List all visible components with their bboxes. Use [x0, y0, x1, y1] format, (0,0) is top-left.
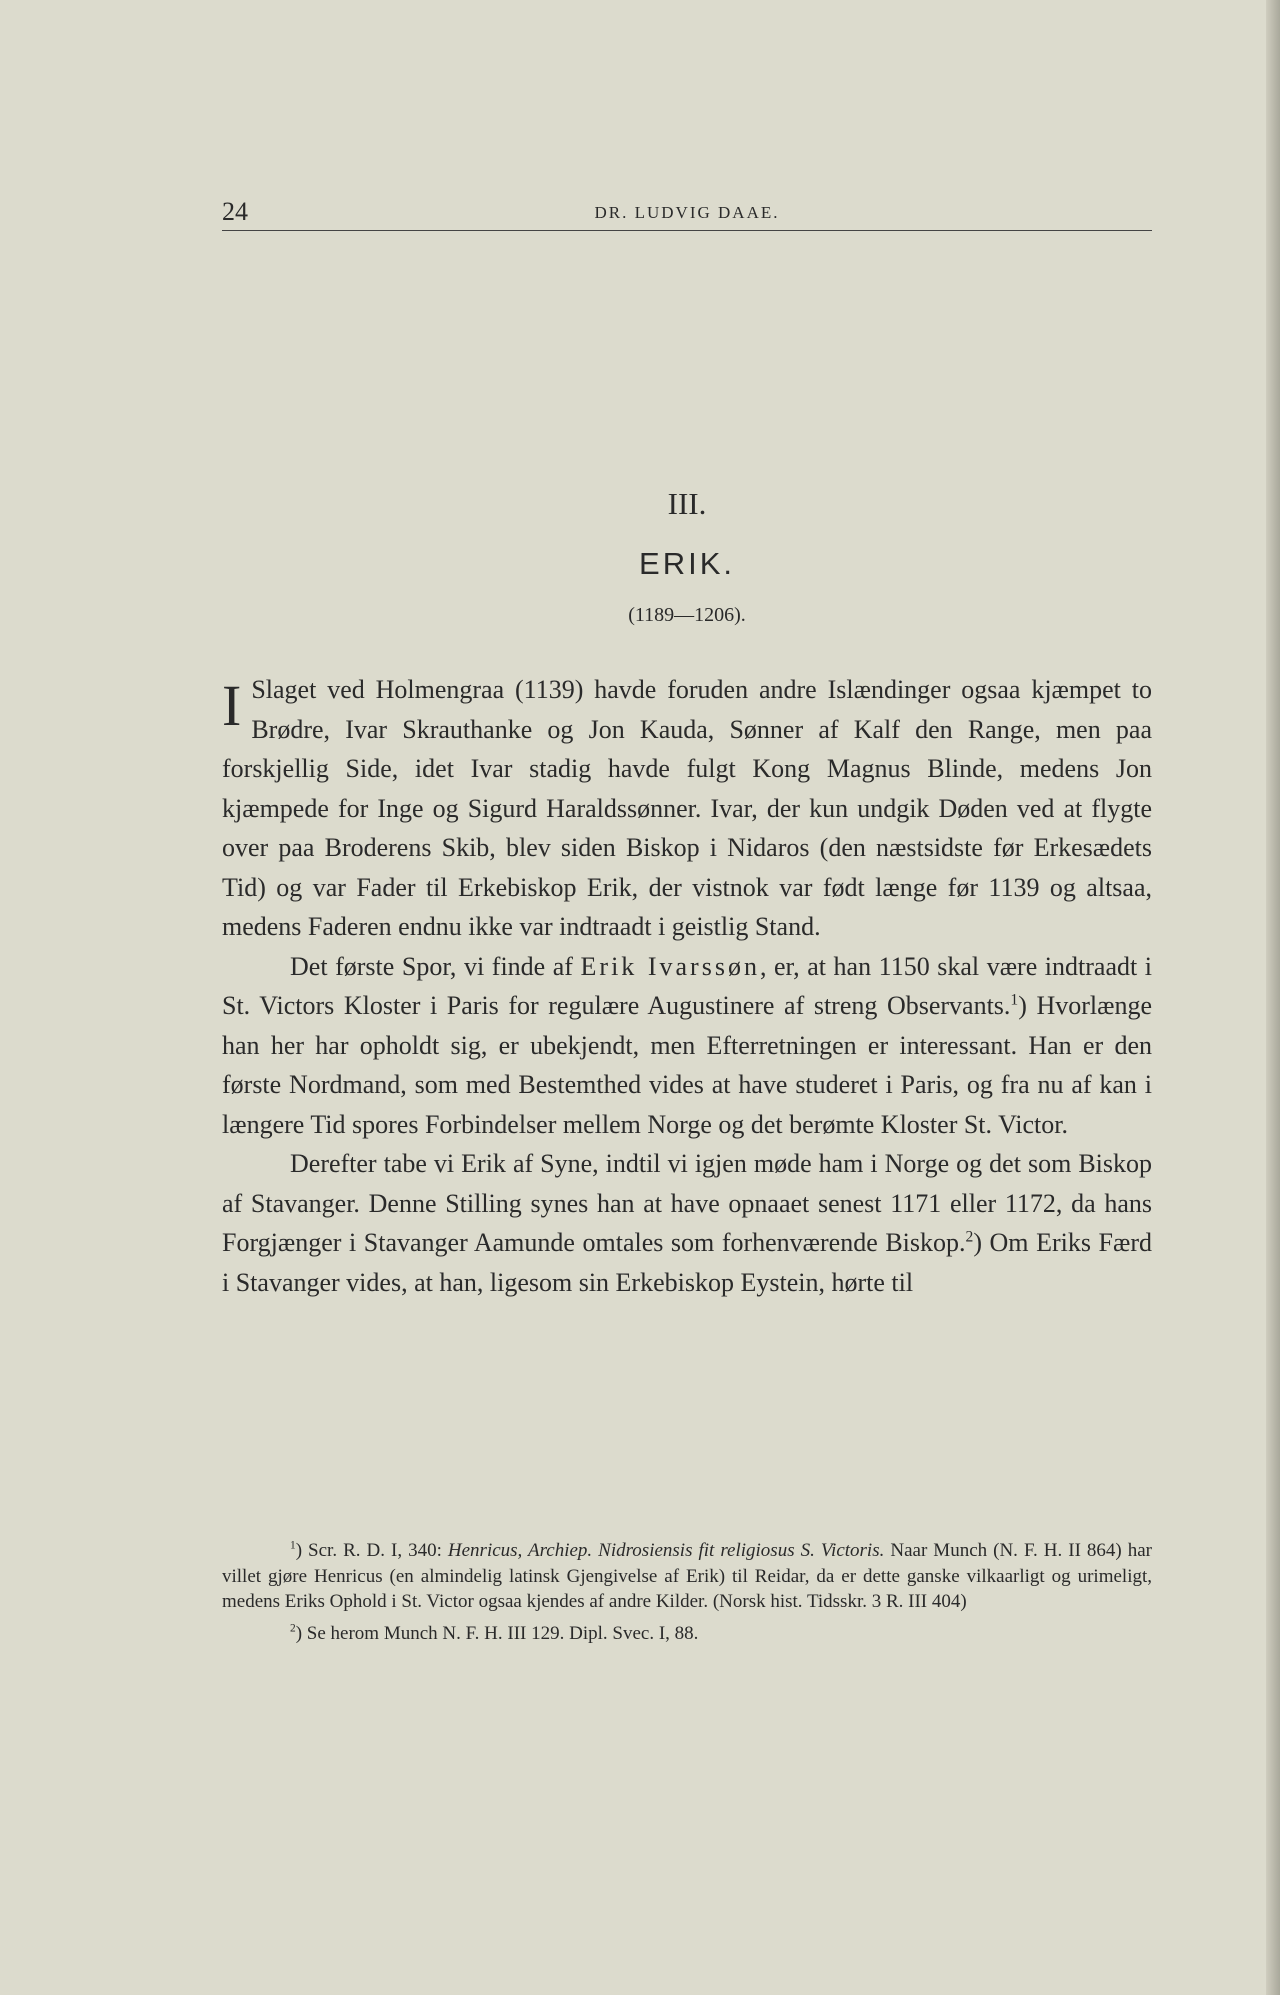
- page-edge-shadow: [1266, 0, 1280, 1995]
- drop-cap: I: [222, 673, 242, 738]
- body-text: [222, 670, 1152, 1302]
- page-number: 24: [222, 197, 248, 226]
- spaced-name: Erik Ivarssøn: [580, 951, 760, 981]
- footnote-2-text: ) Se herom Munch N. F. H. III 129. Dipl. Svec. I, 88.: [295, 1622, 699, 1644]
- footnotes: [222, 1538, 1152, 1652]
- footnote-ref-2[interactable]: 2: [965, 1228, 974, 1246]
- footnote-ref-1[interactable]: 1: [1010, 991, 1019, 1009]
- footnote-1-text-a: ) Scr. R. D. I, 340:: [295, 1540, 442, 1561]
- paragraph-2-text-b: , er, at han 1150 skal være indtraadt i St. Victors Kloster i Paris for regulære Augustinere af streng Observants.: [222, 951, 1152, 1020]
- footnote-2: [222, 1621, 1152, 1647]
- paragraph-2-text-c: ) Hvorlænge han her har opholdt sig, er ubekjendt, men Efterretningen er interessant. Han er den første Nordmand, som med Bestemthed vides at have studeret i Paris, og fra nu af kan i længere Tid spores Forbindelser mellem Norge og det berømte Kloster St. Victor.: [222, 991, 1152, 1139]
- header-rule: [222, 230, 1152, 231]
- book-page: [222, 0, 1152, 1995]
- chapter-number: III.: [667, 486, 707, 521]
- footnote-1-text-b: Naar Munch (N. F. H. II 864) har villet gjøre Henricus (en almindelig latinsk Gjengivelse af Erik) til Reidar, da er dette ganske vilkaarligt og urimeligt, medens Eriks Ophold i St. Victor ogsaa kjendes af andre Kilder. (Norsk hist. Tidsskr. 3 R. III 404): [222, 1540, 1153, 1612]
- chapter-dates: (1189—1206).: [628, 604, 746, 626]
- running-title: DR. LUDVIG DAAE.: [594, 203, 780, 222]
- footnote-1: [222, 1538, 1152, 1615]
- running-head: [222, 197, 1152, 227]
- paragraph-1: [222, 670, 1152, 947]
- paragraph-1-text: Slaget ved Holmengraa (1139) havde foruden andre Islændinger ogsaa kjæmpet to Brødre, Ivar Skrauthanke og Jon Kauda, Sønner af Kalf den Range, men paa forskjellig Side, idet Ivar stadig havde fulgt Kong Magnus Blinde, medens Jon kjæmpede for Inge og Sigurd Haraldssønner. Ivar, der kun undgik Døden ved at flygte over paa Broderens Skib, blev siden Biskop i Nidaros (den næstsidste før Erkesædets Tid) og var Fader til Erkebiskop Erik, der vistnok var født længe før 1139 og altsaa, medens Faderen endnu ikke var indtraadt i geistlig Stand.: [222, 675, 1152, 941]
- paragraph-3: [222, 1144, 1152, 1302]
- footnote-mark-1: 1: [290, 1539, 296, 1552]
- footnote-1-latin-quote: Henricus, Archiep. Nidrosiensis fit religiosus S. Victoris.: [447, 1540, 885, 1561]
- paragraph-2-text-a: Det første Spor, vi finde af: [290, 951, 573, 981]
- paragraph-3-text-b: ) Om Eriks Færd i Stavanger vides, at han, ligesom sin Erkebiskop Eystein, hørte til: [222, 1228, 1152, 1297]
- paragraph-3-text-a: Derefter tabe vi Erik af Syne, indtil vi igjen møde ham i Norge og det som Biskop af Stavanger. Denne Stilling synes han at have opnaaet senest 1171 eller 1172, da hans Forgjænger i Stavanger Aamunde omtales som forhenværende Biskop.: [222, 1149, 1152, 1257]
- footnote-mark-2: 2: [290, 1622, 296, 1635]
- chapter-title: ERIK.: [639, 546, 735, 581]
- paragraph-2: [222, 947, 1152, 1145]
